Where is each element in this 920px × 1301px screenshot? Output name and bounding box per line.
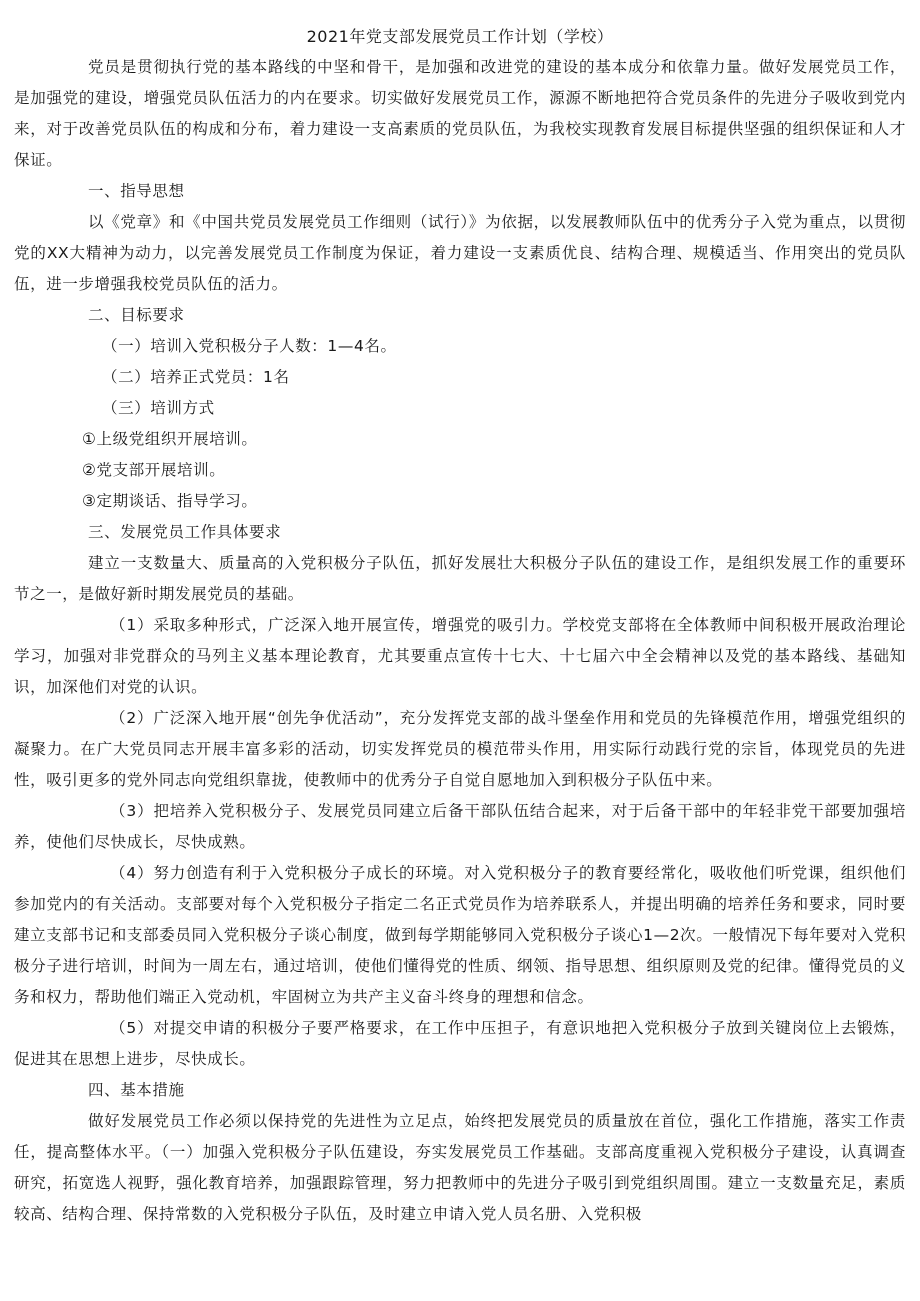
section-heading-measures: 四、基本措施 [88,1081,185,1099]
section-heading-requirements: 三、发展党员工作具体要求 [88,523,282,541]
training-method-1: ①上级党组织开展培训。 [82,430,258,448]
goal-item-activists: （一）培训入党积极分子人数：1—4名。 [102,337,397,355]
requirement-point-3: （3）把培养入党积极分子、发展党员同建立后备干部队伍结合起来，对于后备干部中的年轻非党干部要加强培养，使他们尽快成长，尽快成熟。 [14,802,906,851]
requirements-paragraph: 建立一支数量大、质量高的入党积极分子队伍，抓好发展壮大积极分子队伍的建设工作，是组织发展工作的重要环节之一，是做好新时期发展党员的基础。 [14,554,906,603]
goal-item-members: （二）培养正式党员：1名 [102,368,290,386]
document-title: 2021年党支部发展党员工作计划（学校） [306,27,614,46]
requirement-point-4: （4）努力创造有利于入党积极分子成长的环境。对入党积极分子的教育要经常化，吸收他们听党课，组织他们参加党内的有关活动。支部要对每个入党积极分子指定二名正式党员作为培养联系人，并提出明确的培养任务和要求，同时要建立支部书记和支部委员同入党积极分子谈心制度，做到每学期能够同入党积极分子谈心1—2次。一般情况下每年要对入党积极分子进行培训，时间为一周左右，通过培训，使他们懂得党的性质、纲领、指导思想、组织原则及党的纪律。懂得党员的义务和权力，帮助他们端正入党动机，牢固树立为共产主义奋斗终身的理想和信念。 [14,864,906,1006]
requirement-point-1: （1）采取多种形式，广泛深入地开展宣传，增强党的吸引力。学校党支部将在全体教师中间积极开展政治理论学习，加强对非党群众的马列主义基本理论教育，尤其要重点宣传十七大、十七届六中全会精神以及党的基本路线、基础知识，加深他们对党的认识。 [14,616,906,696]
requirement-point-2: （2）广泛深入地开展“创先争优活动”，充分发挥党支部的战斗堡垒作用和党员的先锋模范作用，增强党组织的凝聚力。在广大党员同志开展丰富多彩的活动，切实发挥党员的模范带头作用，用实际行动践行党的宗旨，体现党员的先进性，吸引更多的党外同志向党组织靠拢，使教师中的优秀分子自觉自愿地加入到积极分子队伍中来。 [14,709,906,789]
section-heading-guiding-ideology: 一、指导思想 [88,182,185,200]
intro-paragraph: 党员是贯彻执行党的基本路线的中坚和骨干，是加强和改进党的建设的基本成分和依靠力量。做好发展党员工作，是加强党的建设，增强党员队伍活力的内在要求。切实做好发展党员工作，源源不断地把符合党员条件的先进分子吸收到党内来，对于改善党员队伍的构成和分布，着力建设一支高素质的党员队伍，为我校实现教育发展目标提供坚强的组织保证和人才保证。 [14,58,906,169]
goal-item-training-methods: （三）培训方式 [102,399,215,417]
measures-paragraph: 做好发展党员工作必须以保持党的先进性为立足点，始终把发展党员的质量放在首位，强化工作措施，落实工作责任，提高整体水平。（一）加强入党积极分子队伍建设，夯实发展党员工作基础。支部高度重视入党积极分子建设，认真调查研究，拓宽选人视野，强化教育培养，加强跟踪管理，努力把教师中的先进分子吸引到党组织周围。建立一支数量充足，素质较高、结构合理、保持常数的入党积极分子队伍，及时建立申请入党人员名册、入党积极 [14,1112,906,1223]
section-heading-goals: 二、目标要求 [88,306,185,324]
guiding-ideology-paragraph: 以《党章》和《中国共党员发展党员工作细则（试行）》为依据，以发展教师队伍中的优秀分子入党为重点，以贯彻党的XX大精神为动力，以完善发展党员工作制度为保证，着力建设一支素质优良、结构合理、规模适当、作用突出的党员队伍，进一步增强我校党员队伍的活力。 [14,213,906,293]
training-method-3: ③定期谈话、指导学习。 [82,492,258,510]
training-method-2: ②党支部开展培训。 [82,461,226,479]
requirement-point-5: （5）对提交申请的积极分子要严格要求，在工作中压担子，有意识地把入党积极分子放到关键岗位上去锻炼，促进其在思想上进步，尽快成长。 [14,1019,906,1068]
